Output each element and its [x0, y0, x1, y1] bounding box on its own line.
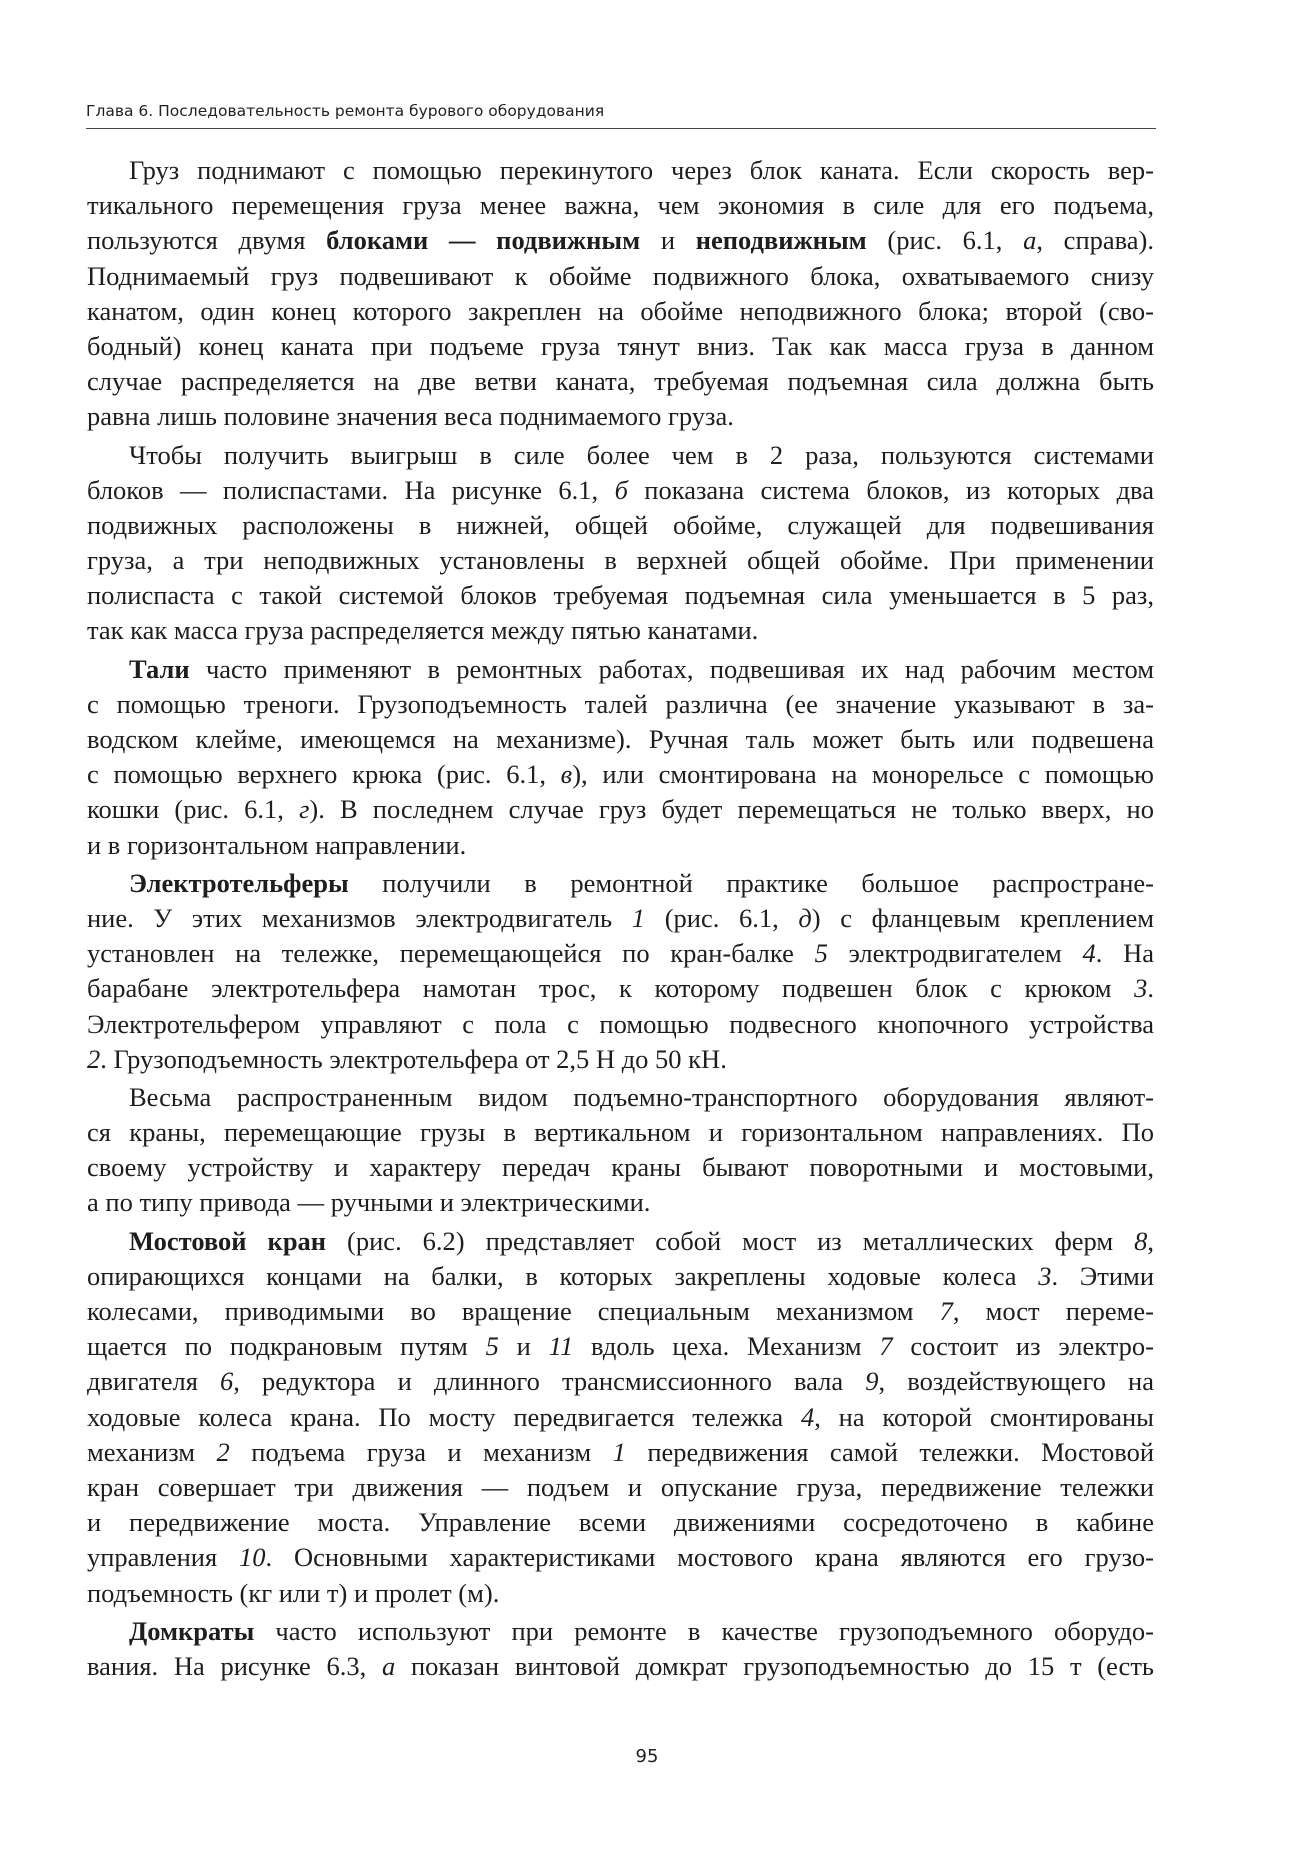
bold-term: неподвижным: [695, 225, 867, 256]
text-run: опирающихся концами на балки, в которых закреплены ходовые колеса: [87, 1260, 1039, 1291]
paragraph: [87, 438, 1154, 649]
text-run: кошки (рис. 6.1,: [87, 794, 300, 825]
bold-term: Домкраты: [129, 1615, 255, 1646]
text-run: , мост переме-: [952, 1296, 1155, 1326]
text-run: получили в ремонтной практике большое распростране-: [348, 867, 1154, 898]
italic-ref: 7: [939, 1296, 953, 1326]
text-run: передвижения самой тележки. Мостовой: [625, 1436, 1155, 1467]
text-line: [87, 1150, 1154, 1185]
text-run: показана система блоков, из которых два: [627, 474, 1154, 505]
text-line: [87, 936, 1154, 971]
italic-ref: д: [798, 902, 812, 933]
text-run: (рис. 6.2) представляет собой мост из металлических ферм: [326, 1225, 1135, 1256]
italic-ref: 7: [879, 1331, 893, 1362]
italic-ref: 2: [87, 1043, 101, 1074]
text-run: ), или смонтирована на монорельсе с помощью: [572, 759, 1154, 790]
text-run: Весьма распространенным видом подъемно-транспортного оборудования являют-: [129, 1081, 1154, 1112]
italic-ref: 5: [485, 1331, 499, 1362]
italic-ref: а: [382, 1650, 396, 1681]
text-line: [87, 1007, 1154, 1042]
text-run: (рис. 6.1,: [866, 225, 1024, 256]
text-line: [87, 1614, 1154, 1649]
text-run: ). В последнем случае груз будет перемещаться не только вверх, но: [309, 794, 1154, 825]
text-run: . Этими: [1051, 1260, 1154, 1291]
text-run: бодный) конец каната при подъеме груза тянут вниз. Так как масса груза в данном: [87, 330, 1154, 361]
text-line: [87, 259, 1154, 294]
text-line: [87, 792, 1154, 827]
text-run: так как масса груза распределяется между пятью канатами.: [87, 615, 759, 646]
text-run: установлен на тележке, перемещающейся по кран-балке: [87, 938, 815, 969]
text-line: [87, 1505, 1154, 1540]
italic-ref: 3: [1134, 973, 1148, 1004]
text-line: [87, 543, 1154, 578]
italic-ref: 3: [1038, 1260, 1052, 1291]
text-line: [87, 613, 1154, 648]
text-run: канатом, один конец которого закреплен на обойме неподвижного блока; второй (сво-: [87, 295, 1154, 326]
text-line: [87, 1224, 1154, 1259]
italic-ref: 1: [631, 902, 646, 933]
text-line: [87, 1080, 1154, 1115]
bold-term: Тали: [129, 653, 190, 684]
text-line: [87, 1649, 1154, 1684]
text-run: ) с фланцевым креплением: [811, 902, 1154, 933]
text-line: [87, 1329, 1154, 1364]
text-run: и: [640, 225, 696, 256]
text-line: [87, 188, 1154, 223]
running-header: Глава 6. Последовательность ремонта бурового оборудования: [86, 102, 605, 120]
text-run: случае распределяется на две ветви каната, требуемая подъемная сила должна быть: [87, 366, 1154, 397]
text-run: Груз поднимают с помощью перекинутого через блок каната. Если скорость вер-: [129, 155, 1154, 185]
italic-ref: 4: [1082, 938, 1096, 969]
text-run: барабане электротельфера намотан трос, к которому подвешен блок с крюком: [87, 973, 1135, 1004]
text-run: равна лишь половине значения веса поднимаемого груза.: [87, 401, 734, 432]
text-line: [87, 722, 1154, 757]
italic-ref: 2: [216, 1436, 230, 1467]
text-line: [87, 578, 1154, 613]
text-line: [87, 153, 1154, 188]
text-line: [87, 866, 1154, 901]
text-line: [87, 1435, 1154, 1470]
text-run: ходовые колеса крана. По мосту передвигается тележка: [87, 1401, 801, 1432]
paragraph: [87, 1224, 1154, 1611]
text-run: подвижных расположены в нижней, общей обойме, служащей для подвешивания: [87, 509, 1154, 540]
text-run: подъемность (кг или т) и пролет (м).: [87, 1577, 500, 1608]
text-run: блоков — полиспастами. На рисунке 6.1,: [87, 474, 615, 505]
text-line: [87, 971, 1154, 1006]
italic-ref: г: [299, 794, 310, 825]
text-line: [87, 1470, 1154, 1505]
text-run: подъема груза и механизм: [229, 1436, 613, 1467]
text-line: [87, 223, 1154, 258]
text-line: [87, 828, 1154, 863]
text-run: управления: [87, 1542, 239, 1573]
bold-term: Электротельферы: [129, 867, 349, 898]
text-run: механизм: [87, 1436, 217, 1467]
bold-term: блоками — подвижным: [326, 225, 641, 256]
text-run: . Основными характеристиками мостового крана являются его грузо-: [265, 1542, 1154, 1573]
paragraph: [87, 1614, 1154, 1684]
text-run: часто используют при ремонте в качестве грузоподъемного оборудо-: [254, 1615, 1154, 1646]
text-run: и передвижение моста. Управление всеми движениями сосредоточено в кабине: [87, 1507, 1154, 1538]
text-run: и: [498, 1331, 549, 1362]
italic-ref: 5: [814, 938, 828, 969]
text-run: кран совершает три движения — подъем и опускание груза, передвижение тележки: [87, 1471, 1154, 1502]
text-run: груза, а три неподвижных установлены в верхней общей обойме. При применении: [87, 545, 1154, 576]
text-line: [87, 438, 1154, 473]
text-line: [87, 1259, 1154, 1294]
italic-ref: а: [1023, 225, 1037, 256]
header-rule: [86, 128, 1156, 129]
text-run: состоит из электро-: [892, 1331, 1154, 1362]
text-line: [87, 901, 1154, 936]
text-line: [87, 1400, 1154, 1435]
paragraph: [87, 652, 1154, 863]
text-line: [87, 329, 1154, 364]
text-run: , на которой смонтированы: [814, 1401, 1154, 1432]
text-line: [87, 399, 1154, 434]
text-run: с помощью верхнего крюка (рис. 6.1,: [87, 759, 561, 790]
text-line: [87, 473, 1154, 508]
text-run: ,: [1147, 1225, 1154, 1256]
text-run: своему устройству и характеру передач краны бывают поворотными и мостовыми,: [87, 1152, 1154, 1183]
text-line: [87, 1364, 1154, 1399]
text-run: колесами, приводимыми во вращение специальным механизмом: [87, 1296, 940, 1326]
text-line: [87, 1540, 1154, 1575]
text-line: [87, 508, 1154, 543]
text-run: пользуются двумя: [87, 225, 327, 256]
text-run: электродвигателем: [827, 938, 1083, 969]
text-run: Электротельфером управляют с пола с помощью подвесного кнопочного устройства: [87, 1008, 1154, 1039]
text-run: , редуктора и длинного трансмиссионного вала: [233, 1366, 866, 1397]
text-line: [87, 1042, 1154, 1077]
text-run: (рис. 6.1,: [645, 902, 799, 933]
text-run: вдоль цеха. Механизм: [573, 1331, 880, 1362]
paragraph: [87, 1080, 1154, 1221]
text-run: вания. На рисунке 6.3,: [87, 1650, 382, 1681]
text-run: полиспаста с такой системой блоков требуемая подъемная сила уменьшается в 5 раз,: [87, 580, 1154, 611]
italic-ref: 9: [865, 1366, 879, 1397]
text-line: [87, 687, 1154, 722]
italic-ref: 6: [220, 1366, 234, 1397]
text-run: щается по подкрановым путям: [87, 1331, 486, 1362]
text-run: и в горизонтальном направлении.: [87, 829, 467, 860]
text-line: [87, 1576, 1154, 1611]
italic-ref: в: [560, 759, 573, 790]
text-line: [87, 294, 1154, 329]
paragraph: [87, 153, 1154, 435]
text-run: а по типу привода — ручными и электрическими.: [87, 1187, 651, 1218]
text-run: тикального перемещения груза менее важна, чем экономия в силе для его подъема,: [87, 190, 1154, 221]
text-run: часто применяют в ремонтных работах, подвешивая их над рабочим местом: [189, 653, 1154, 684]
text-line: [87, 1185, 1154, 1220]
text-run: с помощью треноги. Грузоподъемность талей различна (ее значение указывают в за-: [87, 688, 1154, 719]
text-line: [87, 364, 1154, 399]
italic-ref: 8: [1134, 1225, 1148, 1256]
text-run: ние. У этих механизмов электродвигатель: [87, 902, 632, 933]
italic-ref: 1: [612, 1436, 626, 1467]
paragraph: [87, 866, 1154, 1077]
text-run: Поднимаемый груз подвешивают к обойме подвижного блока, охватываемого снизу: [87, 260, 1154, 291]
text-line: [87, 1294, 1154, 1329]
text-run: двигателя: [87, 1366, 221, 1397]
text-run: Чтобы получить выигрыш в силе более чем в 2 раза, пользуются системами: [129, 439, 1154, 470]
italic-ref: 10: [239, 1542, 266, 1573]
text-run: ся краны, перемещающие грузы в вертикальном и горизонтальном направлениях. По: [87, 1117, 1154, 1148]
text-run: . Грузоподъемность электротельфера от 2,5 Н до 50 кН.: [100, 1043, 727, 1074]
text-line: [87, 652, 1154, 687]
italic-ref: 4: [800, 1401, 815, 1432]
text-run: показан винтовой домкрат грузоподъемностью до 15 т (есть: [395, 1650, 1154, 1681]
page-body: [87, 153, 1154, 1684]
italic-ref: б: [614, 474, 628, 505]
text-run: .: [1147, 973, 1154, 1004]
text-line: [87, 1115, 1154, 1150]
bold-term: Мостовой кран: [129, 1225, 327, 1256]
text-run: , воздействующего на: [878, 1366, 1154, 1397]
italic-ref: 11: [548, 1331, 574, 1362]
text-run: . На: [1095, 938, 1154, 969]
text-run: водском клейме, имеющемся на механизме). Ручная таль может быть или подвешена: [87, 724, 1154, 754]
text-line: [87, 757, 1154, 792]
page-number: 95: [635, 1746, 659, 1767]
text-run: , справа).: [1036, 225, 1155, 256]
